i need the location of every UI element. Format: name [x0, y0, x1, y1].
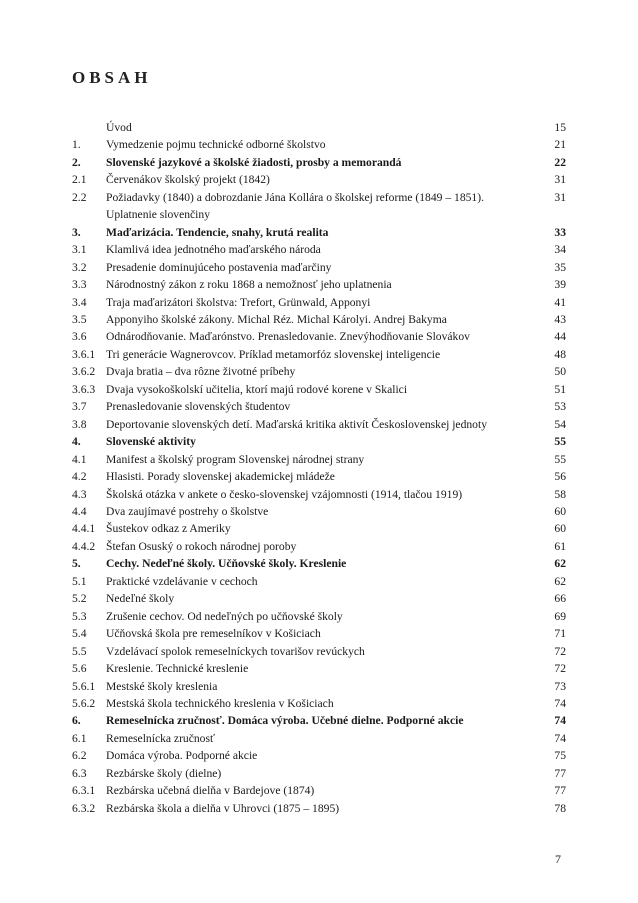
toc-entry: [72, 224, 566, 241]
toc-entry: [72, 241, 566, 258]
toc-entry-page: 69: [554, 609, 566, 623]
toc-entry-title: Školská otázka v ankete o česko-slovenskej vzájomnosti (1914, tlačou 1919): [106, 487, 463, 501]
toc-entry-title: Maďarizácia. Tendencie, snahy, krutá realita: [106, 225, 329, 239]
toc-entry: [72, 294, 566, 311]
toc-entry-title: Slovenské jazykové a školské žiadosti, prosby a memorandá: [106, 155, 402, 169]
toc-entry-number: 4.4.1: [72, 522, 96, 536]
toc-entry-title: Nedeľné školy: [106, 592, 175, 606]
toc-entry-page: 58: [554, 487, 566, 501]
toc-entry-page: 66: [554, 592, 566, 606]
toc-entry-number: 4.1: [72, 452, 87, 466]
toc-entry-number: 4.4.2: [72, 539, 96, 553]
toc-entry-page: 31: [554, 173, 566, 187]
toc-entry-page: 78: [554, 801, 566, 815]
toc-entry: [72, 520, 566, 537]
toc-entry-title: Remeselnícka zručnosť. Domáca výroba. Učebné dielne. Podporné akcie: [106, 714, 464, 728]
toc-entry-title: Praktické vzdelávanie v cechoch: [106, 574, 258, 588]
toc-entry: [72, 573, 566, 590]
toc-entry-title: Deportovanie slovenských detí. Maďarská kritika aktivít Československej jednoty: [106, 417, 487, 431]
toc-entry: [72, 276, 566, 293]
toc-entry-title: Učňovská škola pre remeselníkov v Košiciach: [106, 627, 321, 641]
toc-entry-title: Vymedzenie pojmu technické odborné školstvo: [106, 138, 326, 152]
toc-entry-page: 72: [554, 644, 566, 658]
toc-entry-page: 62: [554, 557, 566, 571]
toc-entry-number: 5.6: [72, 662, 87, 676]
toc-entry: [72, 643, 566, 660]
toc-entry: [72, 136, 566, 153]
toc-entry-title: Dva zaujímavé postrehy o školstve: [106, 504, 269, 518]
toc-entry-number: 6.3.1: [72, 784, 96, 798]
toc-entry-number: 4.2: [72, 470, 87, 484]
toc-entry-title: Požiadavky (1840) a dobrozdanie Jána Kollára o školskej reforme (1849 – 1851). Uplatnenie slovenčiny: [106, 190, 484, 222]
toc-entry-number: 5.2: [72, 592, 87, 606]
toc-entry-title: Mestská škola technického kreslenia v Košiciach: [106, 696, 334, 710]
toc-entry: [72, 154, 566, 171]
toc-entry-number: 6.3.2: [72, 801, 96, 815]
toc-entry-title: Rezbárske školy (dielne): [106, 766, 222, 780]
toc-entry-page: 15: [554, 121, 566, 134]
toc-entry-page: 74: [554, 696, 566, 710]
toc-entry: [72, 346, 566, 363]
toc-entry: [72, 189, 566, 224]
toc-entry: [72, 678, 566, 695]
toc-entry: [72, 712, 566, 729]
page-title: OBSAH: [72, 68, 152, 87]
toc-entry-number: 2.2: [72, 190, 87, 204]
toc-entry-title: Manifest a školský program Slovenskej národnej strany: [106, 452, 365, 466]
toc-entry: [72, 660, 566, 677]
toc-entry-page: 34: [554, 243, 566, 257]
toc-entry-number: 2.1: [72, 173, 87, 187]
toc-entry: [72, 590, 566, 607]
toc-entry: [72, 416, 566, 433]
toc-entry-number: 4.4: [72, 504, 87, 518]
toc-entry-number: 3.: [72, 225, 81, 239]
toc-entry-number: 3.4: [72, 295, 87, 309]
toc-entry-number: 2.: [72, 155, 81, 169]
toc-entry: [72, 765, 566, 782]
table-of-contents: [72, 119, 566, 817]
toc-entry-number: 5.5: [72, 644, 87, 658]
toc-entry-number: 6.3: [72, 766, 87, 780]
toc-entry: [72, 433, 566, 450]
page-number: 7: [555, 852, 561, 866]
toc-entry-title: Dvaja bratia – dva rôzne životné príbehy: [106, 365, 296, 379]
toc-entry: [72, 608, 566, 625]
toc-entry-title: Hlasisti. Porady slovenskej akademickej mládeže: [106, 470, 335, 484]
toc-entry-number: 5.3: [72, 609, 87, 623]
toc-entry-number: 5.1: [72, 574, 87, 588]
toc-entry: [72, 468, 566, 485]
toc-entry-number: 4.: [72, 435, 81, 449]
toc-entry: [72, 730, 566, 747]
toc-entry-title: Domáca výroba. Podporné akcie: [106, 749, 258, 763]
toc-entry-title: Červenákov školský projekt (1842): [106, 173, 270, 187]
toc-entry-page: 22: [554, 155, 566, 169]
toc-entry-number: 3.5: [72, 312, 87, 326]
toc-entry-page: 71: [554, 627, 566, 641]
toc-entry-number: 3.6.1: [72, 347, 96, 361]
toc-entry-title: Slovenské aktivity: [106, 435, 196, 449]
toc-entry-title: Remeselnícka zručnosť: [106, 731, 215, 745]
toc-entry-title: Prenasledovanie slovenských študentov: [106, 400, 291, 414]
toc-entry-number: 3.7: [72, 400, 87, 414]
toc-entry-page: 77: [554, 766, 566, 780]
toc-entry: [72, 328, 566, 345]
toc-entry: [72, 171, 566, 188]
toc-entry-number: 3.6: [72, 330, 87, 344]
toc-entry: [72, 800, 566, 817]
toc-entry-number: 5.4: [72, 627, 87, 641]
toc-entry-page: 39: [554, 278, 566, 292]
toc-entry-number: 4.3: [72, 487, 87, 501]
toc-entry-number: 3.8: [72, 417, 87, 431]
toc-entry: [72, 503, 566, 520]
toc-entry-page: 56: [554, 470, 566, 484]
toc-entry-title: Odnárodňovanie. Maďarónstvo. Prenasledovanie. Znevýhodňovanie Slovákov: [106, 330, 470, 344]
toc-entry-number: 6.: [72, 714, 81, 728]
toc-entry: [72, 538, 566, 555]
toc-entry-page: 44: [554, 330, 566, 344]
toc-entry-title: Mestské školy kreslenia: [106, 679, 218, 693]
toc-entry-number: 1.: [72, 138, 81, 152]
toc-entry-page: 55: [554, 435, 566, 449]
toc-entry-number: 5.6.1: [72, 679, 96, 693]
toc-entry: [72, 398, 566, 415]
toc-entry: [72, 259, 566, 276]
toc-entry-title: Apponyiho školské zákony. Michal Réz. Michal Károlyi. Andrej Bakyma: [106, 312, 447, 326]
toc-entry-page: 72: [554, 662, 566, 676]
toc-entry-page: 48: [554, 347, 566, 361]
toc-entry-page: 73: [554, 679, 566, 693]
toc-entry: [72, 381, 566, 398]
toc-entry-page: 60: [554, 504, 566, 518]
toc-entry-number: 6.2: [72, 749, 87, 763]
toc-entry-title: Presadenie dominujúceho postavenia maďarčiny: [106, 260, 332, 274]
toc-entry-number: 3.1: [72, 243, 87, 257]
toc-entry-title: Štefan Osuský o rokoch národnej poroby: [106, 539, 297, 553]
toc-entry-page: 74: [554, 731, 566, 745]
toc-entry-title: Cechy. Nedeľné školy. Učňovské školy. Kreslenie: [106, 557, 347, 571]
toc-entry: [72, 782, 566, 799]
toc-entry-page: 60: [554, 522, 566, 536]
toc-entry-page: 33: [554, 225, 566, 239]
toc-entry-page: 62: [554, 574, 566, 588]
toc-entry-title: Kreslenie. Technické kreslenie: [106, 662, 249, 676]
toc-entry-title: Šustekov odkaz z Ameriky: [106, 522, 231, 536]
toc-entry-number: 5.6.2: [72, 696, 96, 710]
toc-entry: [72, 486, 566, 503]
toc-entry-number: 3.2: [72, 260, 87, 274]
toc-entry-page: 21: [554, 138, 566, 152]
toc-entry: [72, 747, 566, 764]
toc-entry-title: Tri generácie Wagnerovcov. Príklad metamorfóz slovenskej inteligencie: [106, 347, 441, 361]
toc-entry-page: 55: [554, 452, 566, 466]
toc-entry-number: 3.6.2: [72, 365, 96, 379]
toc-entry: [72, 625, 566, 642]
toc-entry-title: Národnostný zákon z roku 1868 a nemožnosť jeho uplatnenia: [106, 278, 392, 292]
toc-entry-page: 53: [554, 400, 566, 414]
toc-entry-title: Vzdelávací spolok remeselníckych tovarišov revúckych: [106, 644, 365, 658]
toc-entry-page: 51: [554, 382, 566, 396]
toc-entry-page: 74: [554, 714, 566, 728]
toc-entry: [72, 695, 566, 712]
toc-entry-title: Rezbárska škola a dielňa v Uhrovci (1875 – 1895): [106, 801, 340, 815]
toc-entry-title: Dvaja vysokoškolskí učitelia, ktorí majú rodové korene v Skalici: [106, 382, 408, 396]
toc-entry-number: 5.: [72, 557, 81, 571]
toc-entry-title: Rezbárska učebná dielňa v Bardejove (1874): [106, 784, 315, 798]
toc-entry-number: 3.6.3: [72, 382, 96, 396]
toc-entry: [72, 119, 566, 136]
toc-entry: [72, 451, 566, 468]
toc-entry-title: Traja maďarizátori školstva: Trefort, Grünwald, Apponyi: [106, 295, 371, 309]
toc-entry-page: 35: [554, 260, 566, 274]
toc-entry-page: 54: [554, 417, 566, 431]
toc-entry: [72, 311, 566, 328]
toc-entry-title: Klamlivá idea jednotného maďarského národa: [106, 243, 321, 257]
toc-entry-page: 41: [554, 295, 566, 309]
toc-entry-number: 3.3: [72, 278, 87, 292]
toc-entry-page: 31: [554, 190, 566, 204]
toc-entry-page: 50: [554, 365, 566, 379]
toc-entry-page: 43: [554, 312, 566, 326]
toc-entry-page: 75: [554, 749, 566, 763]
toc-entry-title: Úvod: [106, 121, 132, 134]
toc-entry-page: 77: [554, 784, 566, 798]
toc-entry: [72, 363, 566, 380]
toc-entry-number: 6.1: [72, 731, 87, 745]
toc-entry-page: 61: [554, 539, 566, 553]
toc-entry: [72, 555, 566, 572]
toc-entry-title: Zrušenie cechov. Od nedeľných po učňovské školy: [106, 609, 343, 623]
